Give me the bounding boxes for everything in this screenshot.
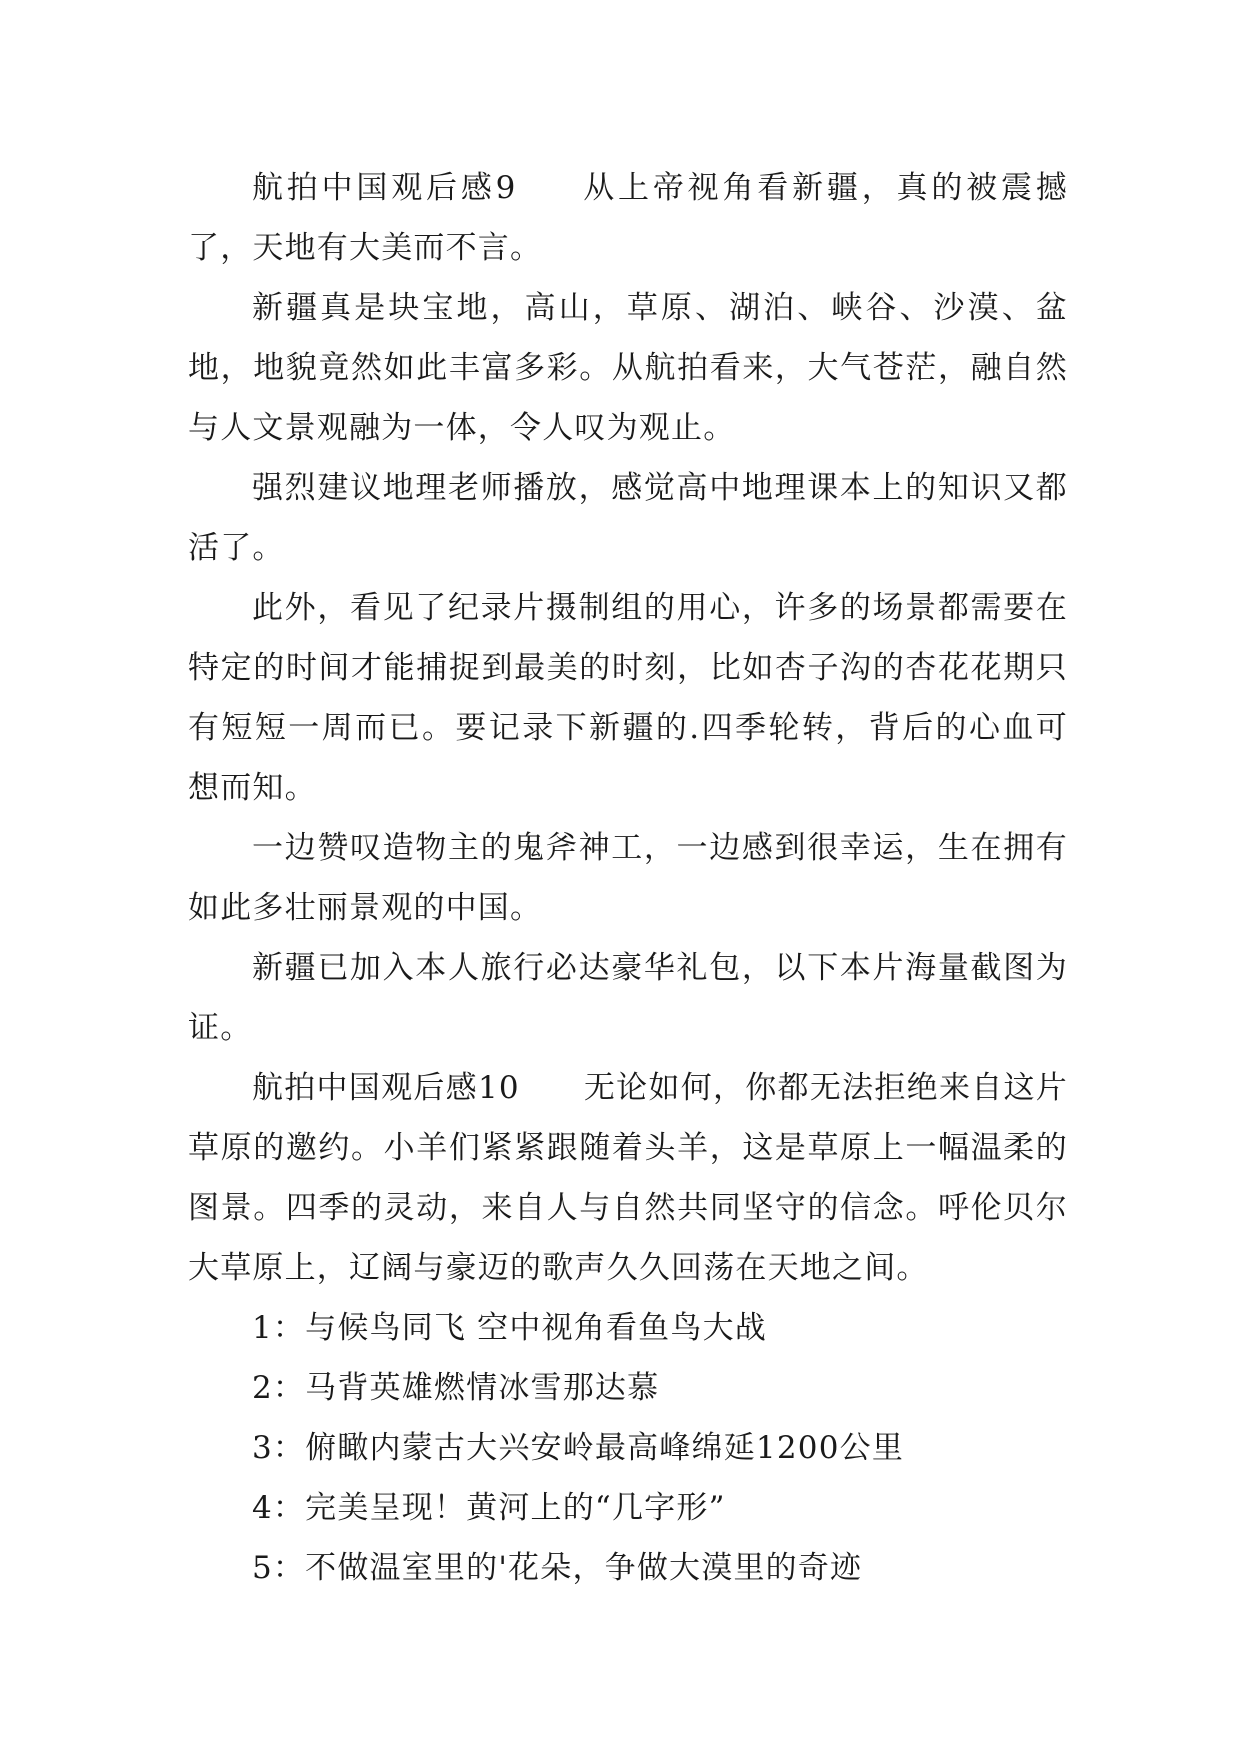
list-item-3: 3：俯瞰内蒙古大兴安岭最高峰绵延1200公里	[252, 1430, 905, 1466]
paragraph-6: 新疆已加入本人旅行必达豪华礼包，以下本片海量截图为证。	[188, 950, 1068, 1046]
paragraph-4: 此外，看见了纪录片摄制组的用心，许多的场景都需要在特定的时间才能捕捉到最美的时刻，比如杏子沟的杏花花期只有短短一周而已。要记录下新疆的.四季轮转，背后的心血可想而知。	[188, 590, 1068, 806]
paragraph-1	[188, 158, 1068, 278]
paragraph-7-text: 无论如何，你都无法拒绝来自这片草原的邀约。小羊们紧紧跟随着头羊，这是草原上一幅温柔的图景。四季的灵动，来自人与自然共同坚守的信念。呼伦贝尔大草原上，辽阔与豪迈的歌声久久回荡在天地之间。	[188, 1070, 1069, 1286]
list-item-4: 4：完美呈现！黄河上的“几字形”	[252, 1490, 726, 1526]
paragraph-5: 一边赞叹造物主的鬼斧神工，一边感到很幸运，生在拥有如此多壮丽景观的中国。	[188, 830, 1068, 926]
list-item-2: 2：马背英雄燃情冰雪那达慕	[252, 1370, 660, 1406]
paragraph-7-lead: 航拍中国观后感10	[252, 1070, 520, 1106]
document-body	[188, 158, 1068, 1598]
paragraph-2: 新疆真是块宝地，高山，草原、湖泊、峡谷、沙漠、盆地，地貌竟然如此丰富多彩。从航拍看来，大气苍茫，融自然与人文景观融为一体，令人叹为观止。	[188, 290, 1068, 446]
paragraph-7	[188, 1058, 1068, 1298]
paragraph-1-lead: 航拍中国观后感9	[252, 170, 517, 206]
list-item-1: 1：与候鸟同飞 空中视角看鱼鸟大战	[252, 1310, 767, 1346]
paragraph-3: 强烈建议地理老师播放，感觉高中地理课本上的知识又都活了。	[188, 470, 1068, 566]
list-item-5: 5：不做温室里的'花朵，争做大漠里的奇迹	[252, 1550, 863, 1586]
paragraph-1-text: 从上帝视角看新疆，真的被震撼了，天地有大美而不言。	[188, 170, 1068, 266]
